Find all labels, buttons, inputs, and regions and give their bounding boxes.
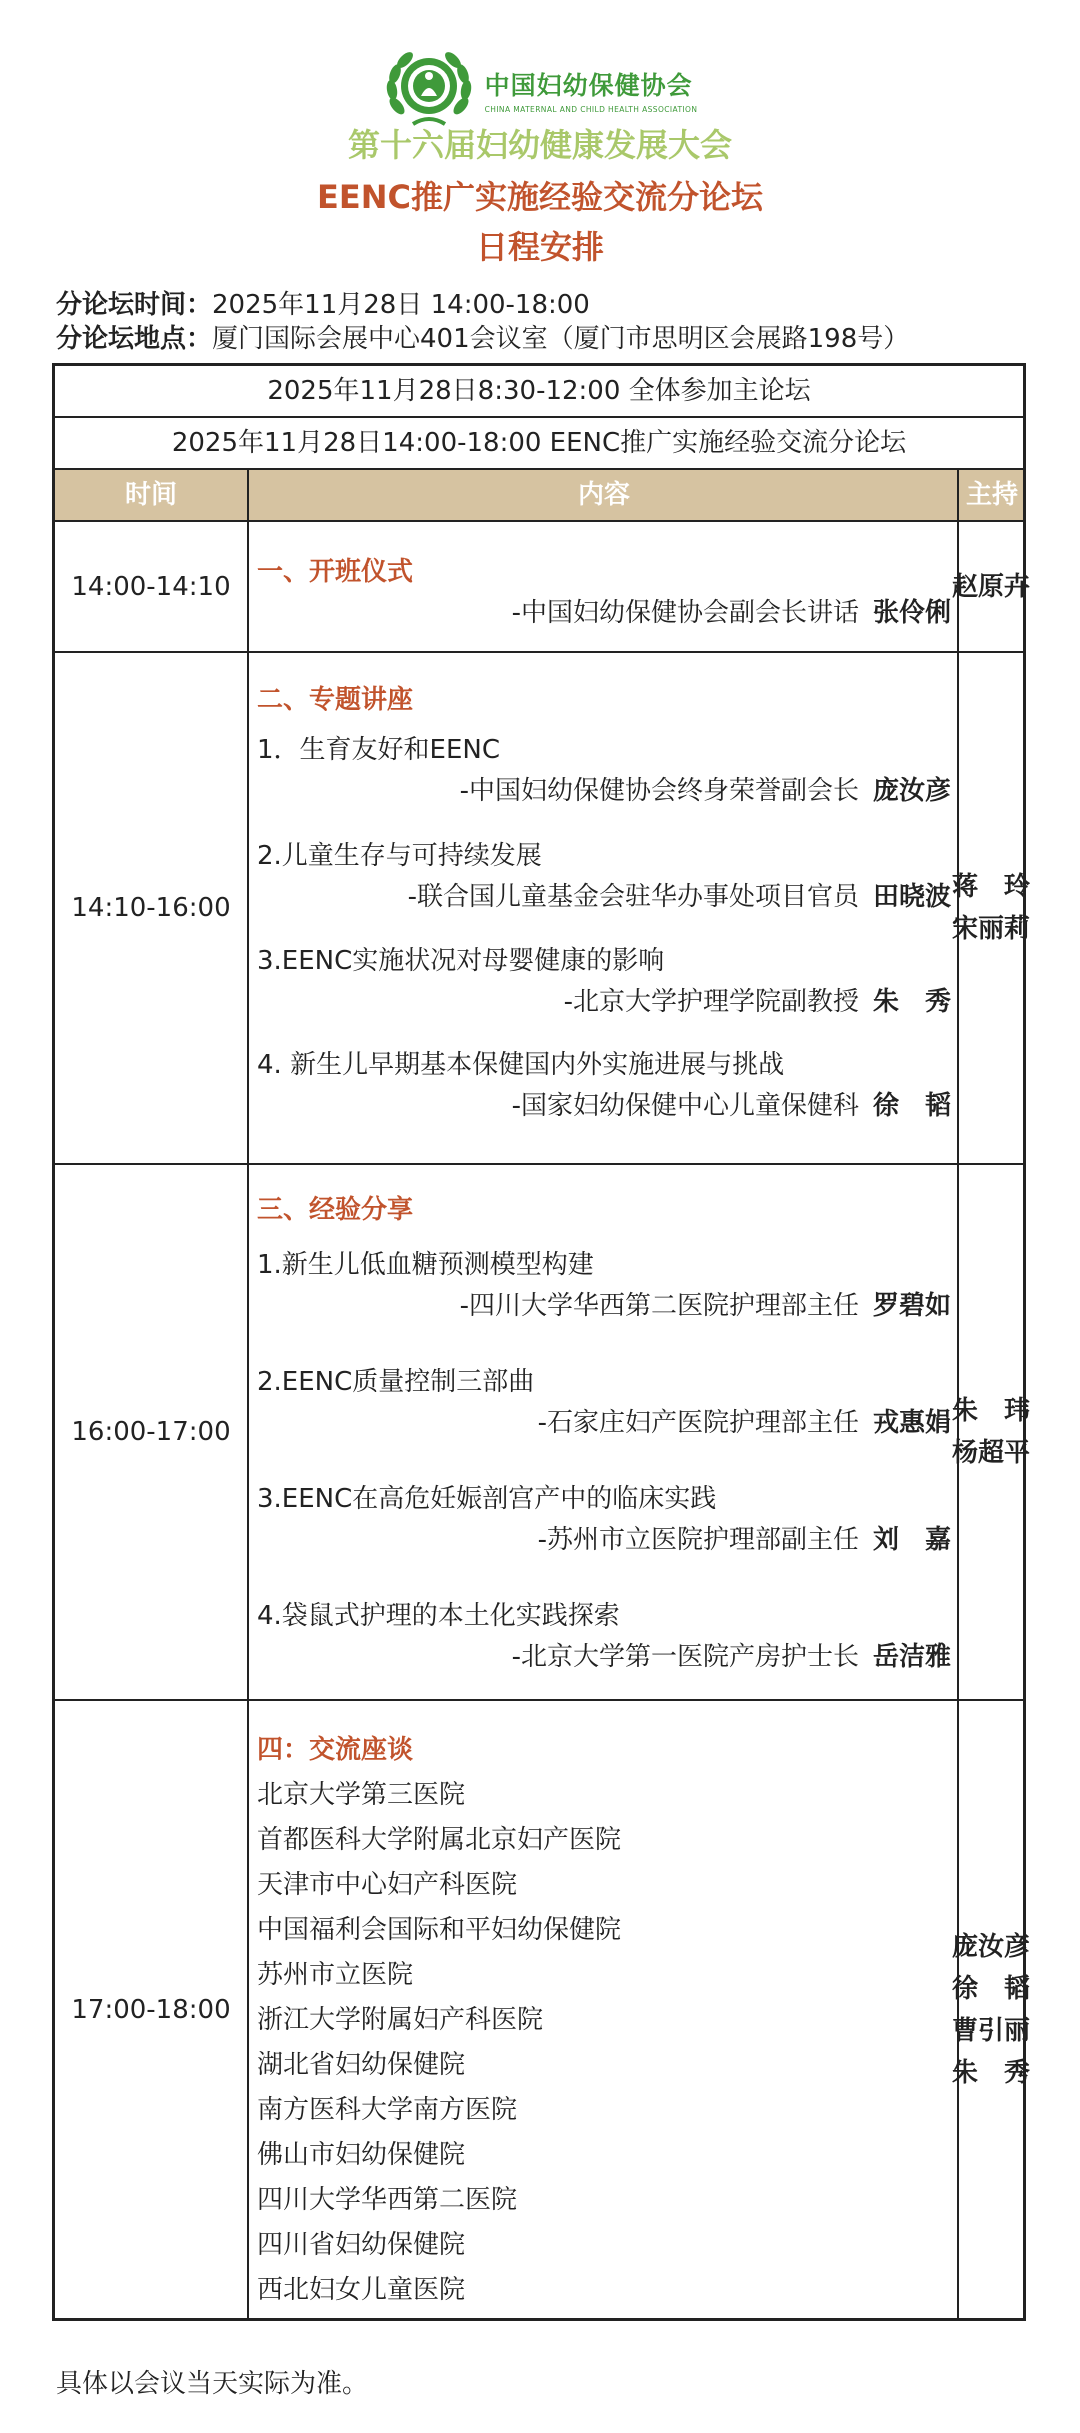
header-host: 主持人 (965, 480, 1018, 560)
row-hosts (952, 653, 1031, 1163)
institution-item: 湖北省妇幼保健院 (257, 2050, 466, 2080)
speaker-line (408, 876, 951, 913)
table-row (55, 1165, 1031, 1701)
section-title: 二、专题讲座 (257, 685, 414, 715)
speaker-line (564, 981, 951, 1018)
speaker-role: -中国妇幼保健协会终身荣誉副会长 (459, 776, 859, 806)
row-content (257, 1165, 951, 1699)
speaker-role: -石家庄妇产医院护理部主任 (537, 1408, 859, 1438)
afternoon-session-band: 2025年11月28日14:00-18:00 EENC推广实施经验交流分论坛 (55, 418, 1023, 470)
forum-time (56, 284, 590, 321)
speaker-name: 岳洁雅 (872, 1642, 951, 1672)
lecture-title: 2.儿童生存与可持续发展 (257, 841, 542, 871)
section-title: 一、开班仪式 (257, 557, 414, 587)
row-time: 16:00-17:00 (71, 1417, 231, 1447)
institution-item: 中国福利会国际和平妇幼保健院 (257, 1915, 622, 1945)
speaker-name: 田晓波 (872, 882, 951, 912)
conference-title: 第十六届妇幼健康发展大会 (347, 126, 732, 164)
host-name: 宋丽莉 (952, 914, 1031, 944)
host-name: 蒋 玲 (952, 872, 1031, 902)
host-name: 朱 秀 (952, 2057, 1031, 2088)
institution-item: 北京大学第三医院 (257, 1780, 466, 1810)
institution-item: 首都医科大学附属北京妇产医院 (257, 1825, 622, 1855)
row-hosts (952, 1165, 1031, 1699)
speaker-line (512, 592, 951, 629)
speaker-line (460, 770, 951, 807)
forum-place-value: 厦门国际会展中心401会议室（厦门市思明区会展路198号） (212, 324, 910, 354)
sharing-title: 4.袋鼠式护理的本土化实践探索 (257, 1601, 620, 1631)
association-name-cn: 中国妇幼保健协会 (484, 71, 693, 100)
section-title: 三、经验分享 (257, 1195, 414, 1225)
schedule-title: 日程安排 (475, 228, 604, 266)
row-content (257, 1701, 951, 2318)
host-name: 朱 玮 (952, 1396, 1031, 1426)
institution-item: 四川大学华西第二医院 (257, 2185, 518, 2215)
institution-item: 苏州市立医院 (257, 1960, 414, 1990)
speaker-line (538, 1519, 951, 1556)
forum-time-value: 2025年11月28日 14:00-18:00 (212, 290, 590, 320)
table-row (55, 1701, 1031, 2318)
speaker-name: 徐 韬 (872, 1091, 951, 1121)
host-name: 徐 韬 (952, 1973, 1031, 2004)
speaker-line (460, 1285, 951, 1322)
row-content (257, 522, 951, 651)
header-time: 时间 (124, 480, 177, 510)
host-name: 曹引丽 (952, 2015, 1031, 2046)
forum-place (56, 318, 909, 355)
forum-title: EENC推广实施经验交流分论坛 (317, 178, 763, 216)
row-hosts (952, 1701, 1031, 2318)
institution-item: 西北妇女儿童医院 (257, 2275, 466, 2305)
lecture-title: 3.EENC实施状况对母婴健康的影响 (257, 946, 665, 976)
speaker-name: 刘 嘉 (872, 1525, 951, 1555)
speaker-role: -四川大学华西第二医院护理部主任 (459, 1291, 859, 1321)
speaker-name: 张伶俐 (872, 598, 951, 628)
institution-item: 天津市中心妇产科医院 (257, 1870, 518, 1900)
speaker-name: 朱 秀 (872, 987, 951, 1017)
host-name: 赵原卉 (952, 571, 1031, 602)
table-row (55, 522, 1031, 653)
sharing-title: 2.EENC质量控制三部曲 (257, 1367, 535, 1397)
forum-time-label: 分论坛时间： (56, 290, 213, 320)
header-content: 内容 (577, 480, 630, 510)
host-name: 庞汝彦 (952, 1931, 1031, 1962)
institution-item: 南方医科大学南方医院 (257, 2095, 518, 2125)
row-content (257, 653, 951, 1163)
institution-item: 佛山市妇幼保健院 (257, 2140, 466, 2170)
row-time: 14:00-14:10 (71, 571, 231, 602)
row-time: 14:10-16:00 (71, 893, 231, 923)
speaker-name: 戎惠娟 (872, 1408, 951, 1438)
morning-session-band: 2025年11月28日8:30-12:00 全体参加主论坛 (55, 366, 1023, 418)
speaker-role: -国家妇幼保健中心儿童保健科 (511, 1091, 859, 1121)
institution-item: 浙江大学附属妇产科医院 (257, 2005, 544, 2035)
table-row (55, 653, 1031, 1165)
schedule-table (52, 363, 1031, 2321)
speaker-role: -北京大学护理学院副教授 (563, 987, 859, 1017)
lecture-title: 1．生育友好和EENC (257, 735, 501, 765)
speaker-name: 庞汝彦 (872, 776, 951, 806)
speaker-line (538, 1402, 951, 1439)
sharing-title: 1.新生儿低血糖预测模型构建 (257, 1250, 594, 1280)
forum-place-label: 分论坛地点： (56, 324, 213, 354)
section-title: 四：交流座谈 (257, 1735, 414, 1765)
row-time: 17:00-18:00 (71, 1994, 231, 2025)
speaker-name: 罗碧如 (872, 1291, 951, 1321)
row-hosts (952, 522, 1031, 651)
institution-item: 四川省妇幼保健院 (257, 2230, 466, 2260)
speaker-role: -联合国儿童基金会驻华办事处项目官员 (407, 882, 859, 912)
speaker-role: -北京大学第一医院产房护士长 (511, 1642, 859, 1672)
lecture-title: 4. 新生儿早期基本保健国内外实施进展与挑战 (257, 1050, 785, 1080)
footer-note: 具体以会议当天实际为准。 (56, 2369, 369, 2399)
table-header (55, 470, 1023, 560)
speaker-line (512, 1085, 951, 1122)
sharing-title: 3.EENC在高危妊娠剖宫产中的临床实践 (257, 1484, 717, 1514)
speaker-role: -苏州市立医院护理部副主任 (537, 1525, 859, 1555)
speaker-role: -中国妇幼保健协会副会长讲话 (511, 598, 859, 628)
speaker-line (512, 1636, 951, 1673)
host-name: 杨超平 (952, 1438, 1031, 1468)
association-name-en: CHINA MATERNAL AND CHILD HEALTH ASSOCIATION (484, 105, 698, 114)
